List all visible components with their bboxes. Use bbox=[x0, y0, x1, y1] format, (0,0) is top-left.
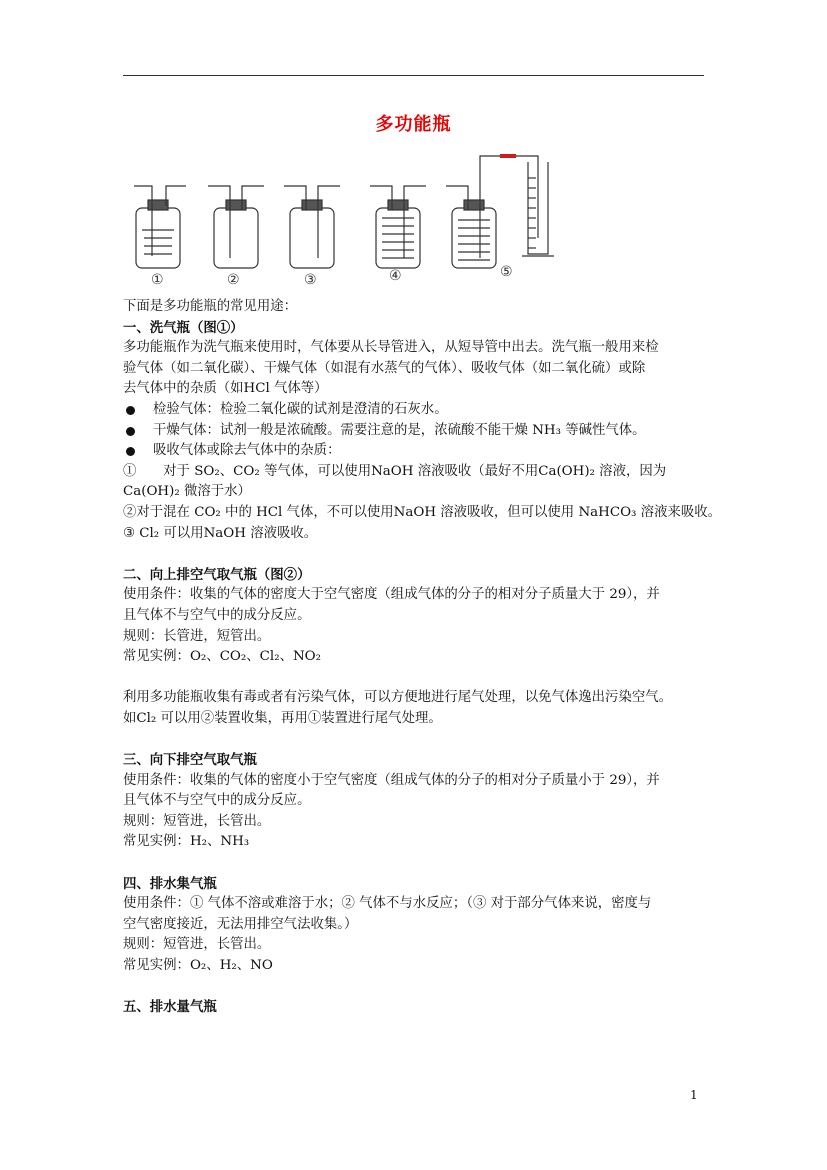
text-line: 规则：长管进，短管出。 bbox=[123, 628, 271, 644]
text-line: 使用条件：收集的气体的密度大于空气密度（组成气体的分子的相对分子质量大于 29），并 bbox=[123, 587, 660, 603]
figure-label-2: ② bbox=[227, 272, 240, 288]
text-line: ① 对于 SO₂、CO₂ 等气体，可以使用NaOH 溶液吸收（最好不用Ca(OH)₂ 溶液，因为 bbox=[123, 463, 667, 479]
text-line: 利用多功能瓶收集有毒或者有污染气体，可以方便地进行尾气处理，以免气体逸出污染空气。 bbox=[123, 690, 673, 706]
text-line: 如Cl₂ 可以用②装置收集，再用①装置进行尾气处理。 bbox=[123, 710, 442, 726]
text-line: 使用条件：收集的气体的密度小于空气密度（组成气体的分子的相对分子质量小于 29），并 bbox=[123, 772, 660, 788]
section-heading: 一、洗气瓶（图①） bbox=[123, 319, 244, 336]
blank-line bbox=[123, 977, 708, 998]
text-line: ②对于混在 CO₂ 中的 HCl 气体，不可以使用NaOH 溶液吸收，但可以使用 NaHCO₃ 溶液来吸收。 bbox=[123, 504, 722, 520]
text-line: 常见实例：O₂、CO₂、Cl₂、NO₂ bbox=[123, 649, 322, 665]
figure-label-4: ④ bbox=[389, 268, 402, 284]
text-line: 下面是多功能瓶的常见用途： bbox=[123, 299, 298, 314]
bottle-3 bbox=[284, 186, 340, 268]
text-line: 使用条件：① 气体不溶或难溶于水；② 气体不与水反应；（③ 对于部分气体来说，密度与 bbox=[123, 896, 652, 912]
section-heading: 二、向上排空气取气瓶（图②） bbox=[123, 566, 311, 583]
bottle-2 bbox=[208, 186, 264, 268]
page-number: 1 bbox=[690, 1088, 698, 1102]
section-heading: 五、排水量气瓶 bbox=[123, 999, 217, 1016]
text-line: 空气密度接近，无法用排空气法收集。） bbox=[123, 916, 358, 932]
text-line: ③ Cl₂ 可以用NaOH 溶液吸收。 bbox=[123, 525, 318, 541]
section-heading: 四、排水集气瓶 bbox=[123, 875, 217, 892]
figure-label-3: ③ bbox=[304, 272, 317, 288]
text-line: 规则：短管进，长管出。 bbox=[123, 813, 271, 829]
blank-line bbox=[123, 668, 708, 689]
section-heading: 三、向下排空气取气瓶 bbox=[123, 752, 257, 769]
page-title: 多功能瓶 bbox=[375, 114, 452, 135]
bottle-4 bbox=[370, 186, 426, 268]
body-text bbox=[123, 297, 722, 1018]
bottle-5 bbox=[446, 156, 538, 268]
text-line: 常见实例：O₂、H₂、NO bbox=[123, 958, 273, 973]
text-line: 去气体中的杂质（如HCl 气体等） bbox=[123, 381, 328, 397]
text-line: 规则：短管进，长管出。 bbox=[123, 937, 271, 953]
blank-line bbox=[123, 729, 708, 750]
figure-label-1: ① bbox=[151, 272, 164, 288]
text-line: 且气体不与空气中的成分反应。 bbox=[123, 793, 311, 809]
bullet-item: 干燥气体：试剂一般是浓硫酸。需要注意的是，浓硫酸不能干燥 NH₃ 等碱性气体。 bbox=[123, 421, 708, 442]
apparatus-figure bbox=[126, 148, 566, 288]
blank-line bbox=[123, 853, 708, 874]
bullet-item: 检验气体：检验二氧化碳的试剂是澄清的石灰水。 bbox=[123, 400, 708, 421]
text-line: Ca(OH)₂ 微溶于水） bbox=[123, 484, 251, 500]
text-line: 常见实例：H₂、NH₃ bbox=[123, 834, 250, 850]
text-line: 验气体（如二氧化碳）、干燥气体（如混有水蒸气的气体）、吸收气体（如二氧化硫）或除 bbox=[123, 360, 646, 376]
text-line: 多功能瓶作为洗气瓶来使用时，气体要从长导管进入，从短导管中出去。洗气瓶一般用来检 bbox=[123, 340, 659, 356]
blank-line bbox=[123, 544, 708, 565]
bullet-item: 吸收气体或除去气体中的杂质： bbox=[123, 441, 708, 462]
figure-label-5: ⑤ bbox=[500, 264, 513, 280]
bottle-1 bbox=[134, 186, 186, 268]
header-rule bbox=[123, 75, 704, 76]
text-line: 且气体不与空气中的成分反应。 bbox=[123, 607, 311, 623]
